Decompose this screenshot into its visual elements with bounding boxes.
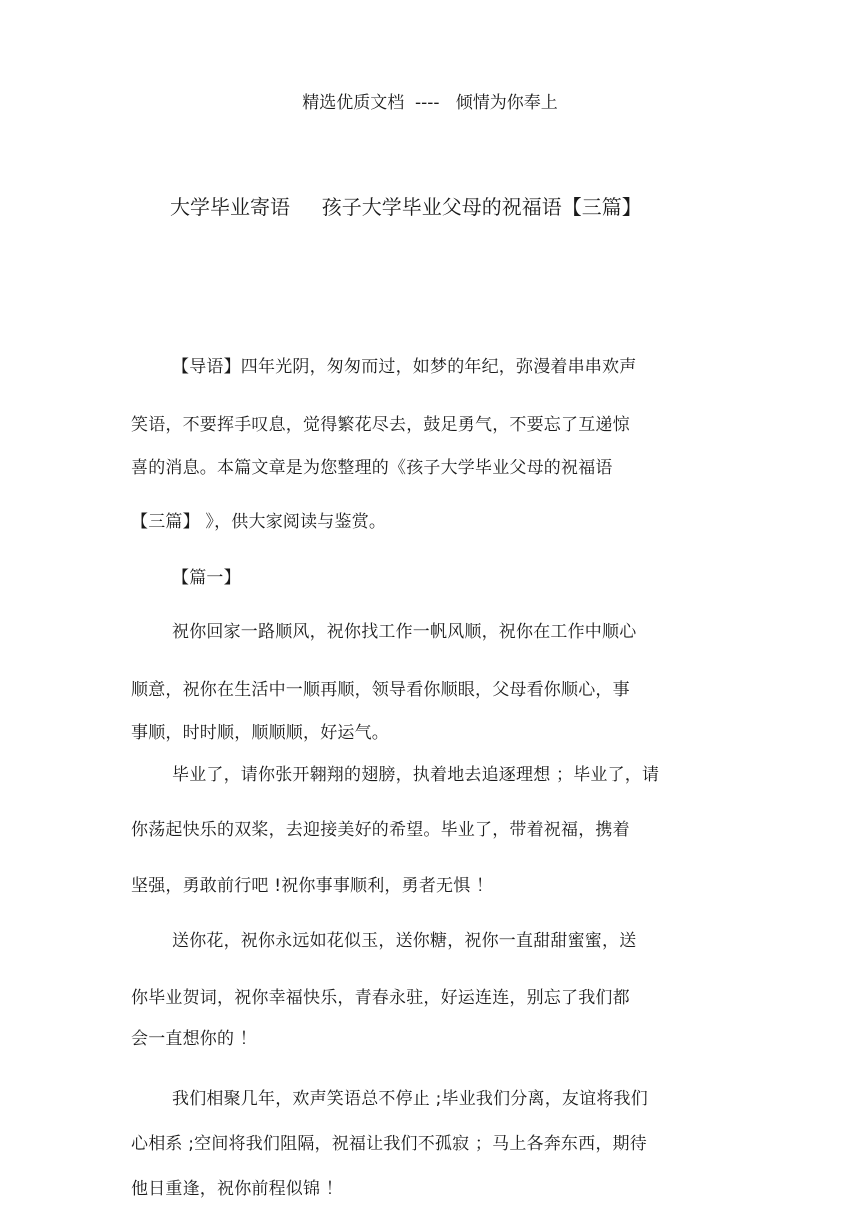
paragraph-line: 送你花，祝你永远如花似玉，送你糖，祝你一直甜甜蜜蜜，送 bbox=[172, 931, 637, 951]
paragraph-line: 会一直想你的 ！ bbox=[131, 1029, 258, 1049]
paragraph-line: 顺意，祝你在生活中一顺再顺，领导看你顺眼，父母看你顺心，事 bbox=[131, 680, 630, 700]
paragraph-line: 他日重逢，祝你前程似锦 ！ bbox=[131, 1179, 344, 1199]
paragraph-line: 我们相聚几年，欢声笑语总不停止 ;毕业我们分离，友谊将我们 bbox=[172, 1089, 648, 1109]
document-title: 大学毕业寄语 孩子大学毕业父母的祝福语【三篇】 bbox=[170, 195, 642, 219]
intro-line: 笑语，不要挥手叹息，觉得繁花尽去，鼓足勇气，不要忘了互递惊 bbox=[131, 415, 630, 435]
paragraph-line: 心相系 ;空间将我们阻隔，祝福让我们不孤寂 ；马上各奔东西，期待 bbox=[131, 1134, 647, 1154]
page-header: 精选优质文档 ---- 倾情为你奉上 bbox=[302, 93, 558, 113]
paragraph-line: 你荡起快乐的双桨，去迎接美好的希望。毕业了，带着祝福，携着 bbox=[131, 820, 630, 840]
paragraph-line: 事顺，时时顺，顺顺顺，好运气。 bbox=[131, 723, 389, 743]
intro-line: 【导语】四年光阴，匆匆而过，如梦的年纪，弥漫着串串欢声 bbox=[172, 357, 637, 377]
intro-line: 喜的消息。本篇文章是为您整理的《孩子大学毕业父母的祝福语 bbox=[131, 458, 613, 478]
paragraph-line: 祝你回家一路顺风，祝你找工作一帆风顺，祝你在工作中顺心 bbox=[172, 622, 637, 642]
paragraph-line: 毕业了，请你张开翱翔的翅膀，执着地去追逐理想 ；毕业了，请 bbox=[172, 765, 660, 785]
section-heading: 【篇一】 bbox=[172, 568, 241, 588]
intro-line: 【三篇】 》，供大家阅读与鉴赏。 bbox=[131, 512, 387, 532]
paragraph-line: 你毕业贺词，祝你幸福快乐，青春永驻，好运连连，别忘了我们都 bbox=[131, 988, 630, 1008]
paragraph-line: 坚强，勇敢前行吧 !祝你事事顺利，勇者无惧 ！ bbox=[131, 876, 494, 896]
